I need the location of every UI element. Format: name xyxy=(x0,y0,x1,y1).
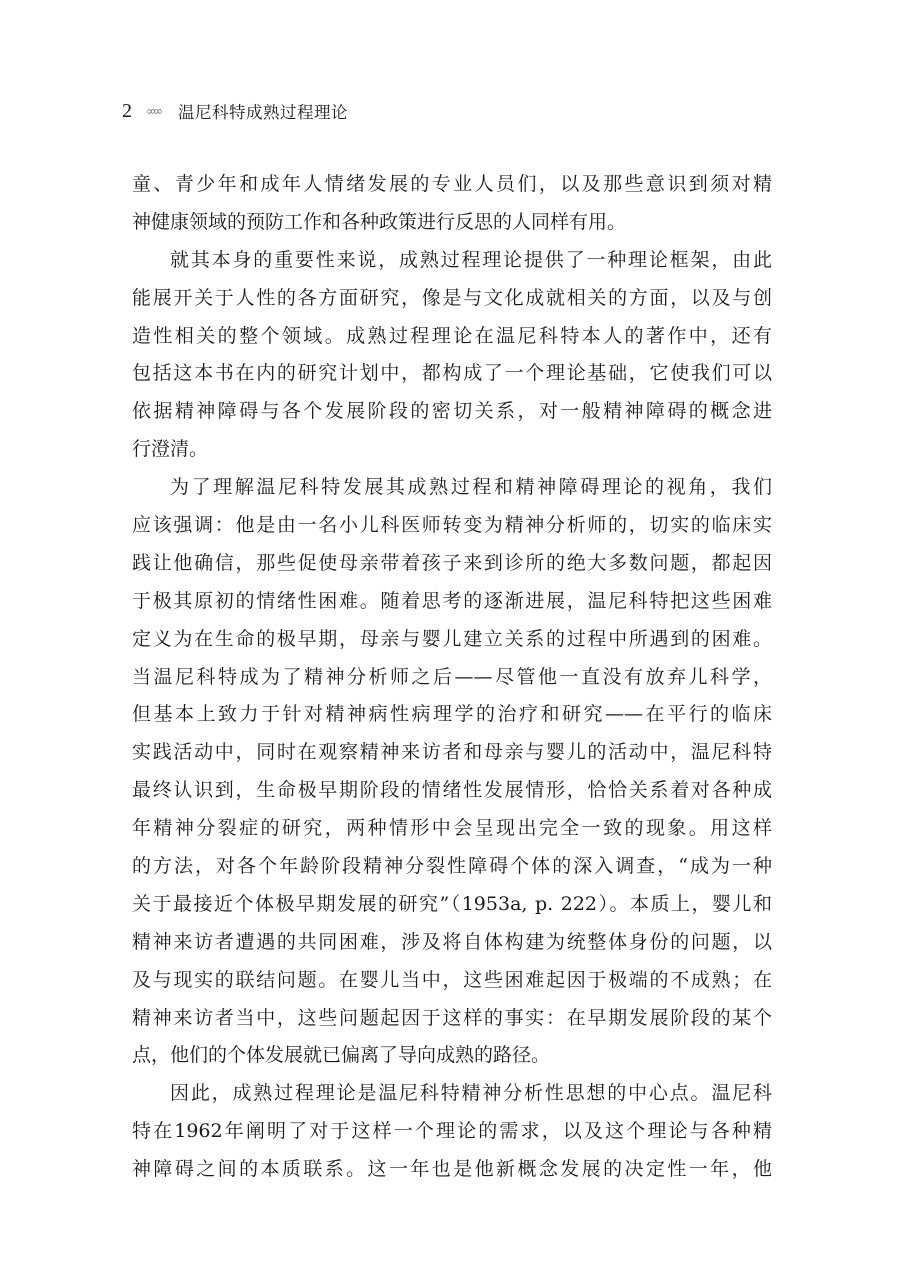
text-line: 关于最接近个体极早期发展的研究”（1953a, p. 222）。本质上，婴儿和 xyxy=(132,892,772,915)
text-line: 神障碍之间的本质联系。这一年也是他新概念发展的决定性一年，他 xyxy=(132,1158,772,1181)
text-line: 点，他们的个体发展就已偏离了导向成熟的路径。 xyxy=(132,1044,551,1067)
text-line: 包括这本书在内的研究计划中，都构成了一个理论基础，它使我们可以 xyxy=(132,362,772,385)
page-number: 2 xyxy=(122,99,132,122)
text-line: 童、青少年和成年人情绪发展的专业人员们，以及那些意识到须对精 xyxy=(132,173,772,195)
ornament-icon: ∞∞ xyxy=(146,104,160,118)
text-line: 践让他确信，那些促使母亲带着孩子来到诊所的绝大多数问题，都起因 xyxy=(132,551,772,574)
text-line: 的方法，对各个年龄阶段精神分裂性障碍个体的深入调查，“成为一种 xyxy=(132,855,772,878)
running-header xyxy=(122,96,348,126)
text-line: 精神来访者当中，这些问题起因于这样的事实：在早期发展阶段的某个 xyxy=(132,1006,772,1029)
text-line: 实践活动中，同时在观察精神来访者和母亲与婴儿的活动中，温尼科特 xyxy=(132,741,772,764)
text-line: 依据精神障碍与各个发展阶段的密切关系，对一般精神障碍的概念进 xyxy=(132,400,772,423)
text-line: 定义为在生命的极早期，母亲与婴儿建立关系的过程中所遇到的困难。 xyxy=(132,627,772,650)
text-line: 行澄清。 xyxy=(132,438,209,461)
text-line: 就其本身的重要性来说，成熟过程理论提供了一种理论框架，由此 xyxy=(170,248,772,271)
text-line: 特在1962年阐明了对于这样一个理论的需求，以及这个理论与各种精 xyxy=(132,1120,772,1143)
body-text xyxy=(132,166,772,1189)
text-line: 应该强调：他是由一名小儿科医师转变为精神分析师的，切实的临床实 xyxy=(132,514,772,537)
text-line: 当温尼科特成为了精神分析师之后——尽管他一直没有放弃儿科学， xyxy=(132,665,772,688)
text-line: 精神来访者遭遇的共同困难，涉及将自体构建为统整体身份的问题，以 xyxy=(132,930,772,953)
text-line: 因此，成熟过程理论是温尼科特精神分析性思想的中心点。温尼科 xyxy=(170,1082,772,1105)
text-line: 能展开关于人性的各方面研究，像是与文化成就相关的方面，以及与创 xyxy=(132,286,772,309)
text-line: 神健康领域的预防工作和各种政策进行反思的人同样有用。 xyxy=(132,210,627,233)
text-line: 造性相关的整个领域。成熟过程理论在温尼科特本人的著作中，还有 xyxy=(132,324,772,347)
text-line: 于极其原初的情绪性困难。随着思考的逐渐进展，温尼科特把这些困难 xyxy=(132,589,772,612)
text-line: 及与现实的联结问题。在婴儿当中，这些困难起因于极端的不成熟；在 xyxy=(132,968,772,991)
text-line: 为了理解温尼科特发展其成熟过程和精神障碍理论的视角，我们 xyxy=(170,476,772,499)
text-line: 但基本上致力于针对精神病性病理学的治疗和研究——在平行的临床 xyxy=(132,703,772,726)
running-title: 温尼科特成熟过程理论 xyxy=(178,103,348,122)
text-line: 年精神分裂症的研究，两种情形中会呈现出完全一致的现象。用这样 xyxy=(132,817,772,840)
text-line: 最终认识到，生命极早期阶段的情绪性发展情形，恰恰关系着对各种成 xyxy=(132,779,772,802)
